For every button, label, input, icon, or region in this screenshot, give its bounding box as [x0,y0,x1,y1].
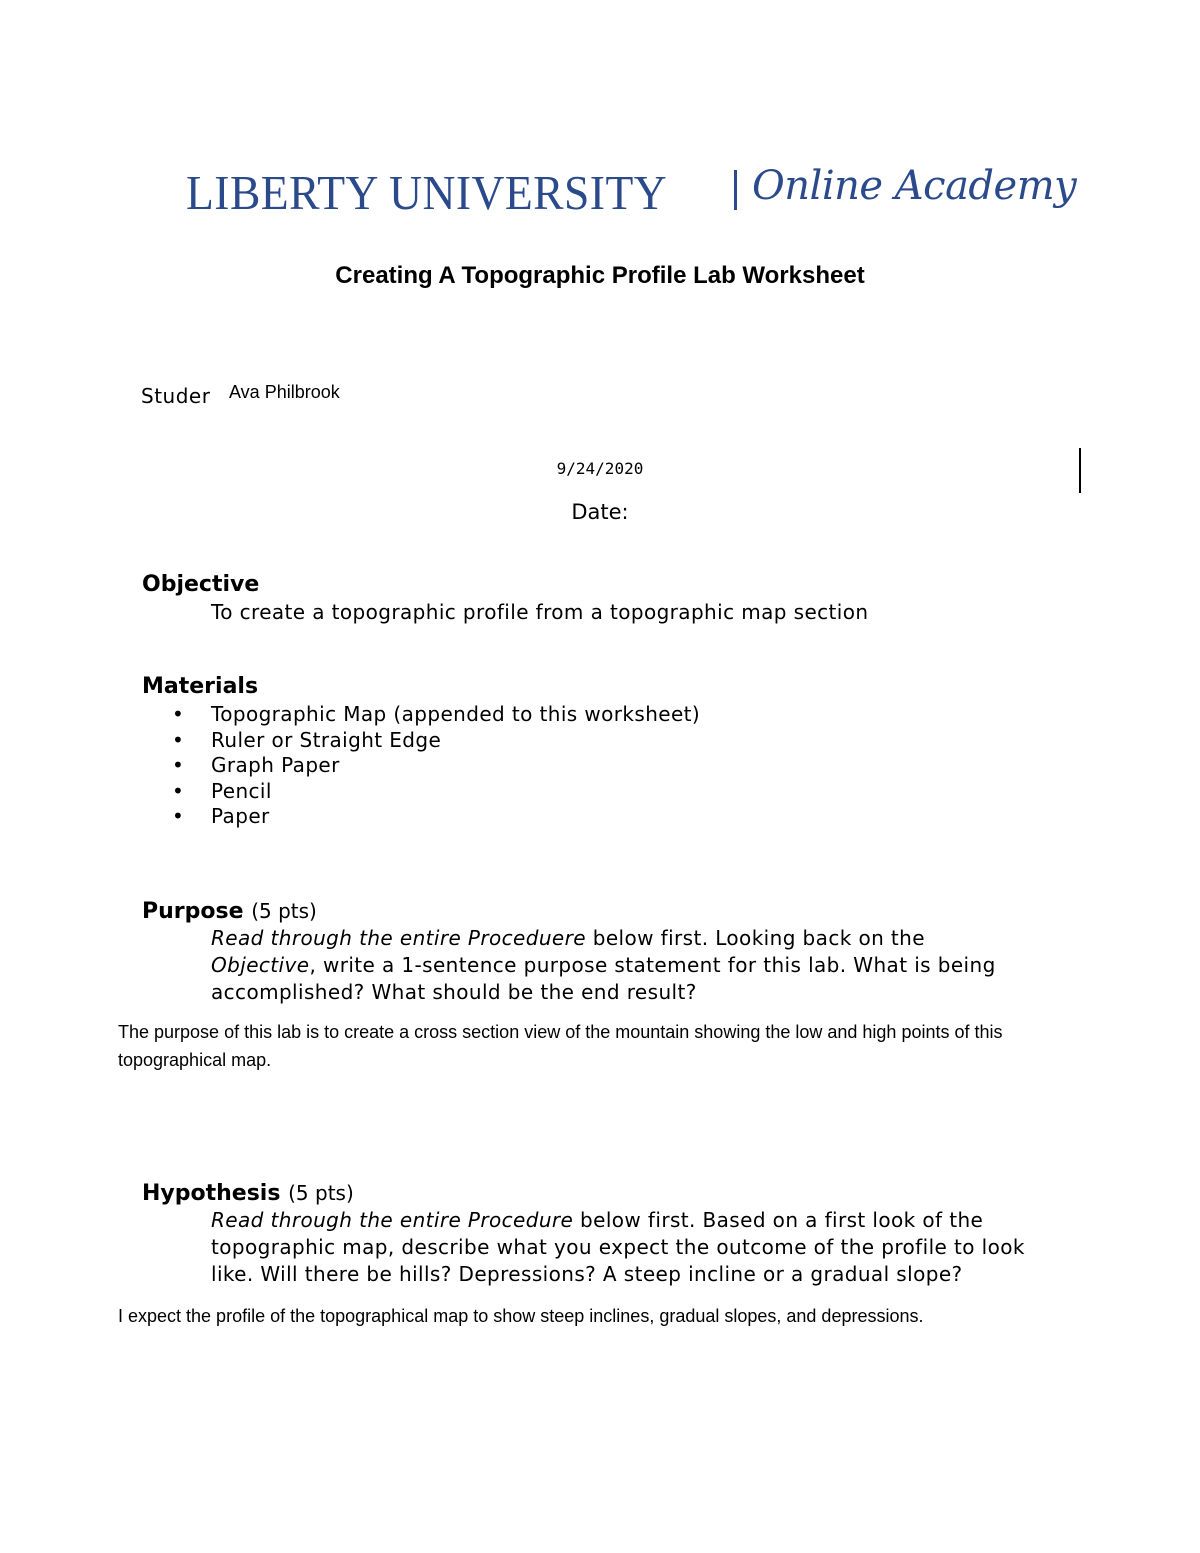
purpose-line2-text: , write a 1-sentence purpose statement for this lab. What is being [309,953,996,977]
purpose-points: (5 pts) [251,899,317,923]
list-item [172,779,700,805]
text-cursor [1079,448,1081,493]
date-field[interactable]: 9/24/2020 [556,459,644,478]
materials-list [172,702,700,830]
purpose-instruction-line-3: accomplished? What should be the end result? [211,980,697,1004]
purpose-instruction-line-1 [211,925,925,952]
university-logo [186,162,1077,222]
hypothesis-line1-text: below first. Based on a first look of the [573,1208,984,1232]
purpose-line1-text: below first. Looking back on the [585,926,925,950]
list-item [172,804,700,830]
bullet-icon: • [172,702,185,726]
objective-text: To create a topographic profile from a topographic map section [211,600,869,624]
bullet-icon: • [172,778,185,803]
student-name-field[interactable]: Ava Philbrook [229,382,340,402]
logo-academy-name: Online Academy [752,163,1077,209]
objective-heading: Objective [142,572,260,597]
bullet-icon: • [172,727,185,752]
hypothesis-heading [142,1181,354,1206]
purpose-heading-text: Purpose [142,899,244,924]
purpose-line1-italic: Read through the entire Proceduere [211,926,586,950]
hypothesis-answer[interactable]: I expect the profile of the topographical map to show steep inclines, gradual slopes, and depressions. [118,1306,924,1326]
list-item [172,728,700,754]
hypothesis-points: (5 pts) [288,1181,354,1205]
bullet-icon: • [172,804,185,828]
material-label: Pencil [211,778,272,803]
purpose-line2-italic: Objective [211,953,310,977]
hypothesis-instruction-line-2: topographic map, describe what you expect the outcome of the profile to look [211,1235,1025,1259]
hypothesis-instruction-line-3: like. Will there be hills? Depressions? A steep incline or a gradual slope? [211,1262,963,1286]
material-label: Paper [211,804,270,828]
bullet-icon: • [172,753,185,777]
page-title: Creating A Topographic Profile Lab Worksheet [335,262,865,289]
student-label: Studer [141,384,211,408]
material-label: Graph Paper [211,753,340,777]
list-item [172,753,700,779]
date-label: Date: [571,500,629,524]
logo-university-name: LIBERTY UNIVERSITY [186,164,668,220]
material-label: Topographic Map (appended to this worksheet) [211,702,701,726]
hypothesis-instruction-line-1 [211,1207,983,1234]
logo-divider [734,170,737,210]
purpose-heading [142,899,317,924]
purpose-answer[interactable]: The purpose of this lab is to create a cross section view of the mountain showing the low and high points of this topographical map. [118,1022,1003,1070]
material-label: Ruler or Straight Edge [211,727,442,752]
hypothesis-line1-italic: Read through the entire Procedure [211,1208,574,1232]
purpose-instruction-line-2 [211,952,996,979]
materials-heading: Materials [142,674,259,699]
hypothesis-heading-text: Hypothesis [142,1181,281,1206]
list-item [172,702,700,728]
